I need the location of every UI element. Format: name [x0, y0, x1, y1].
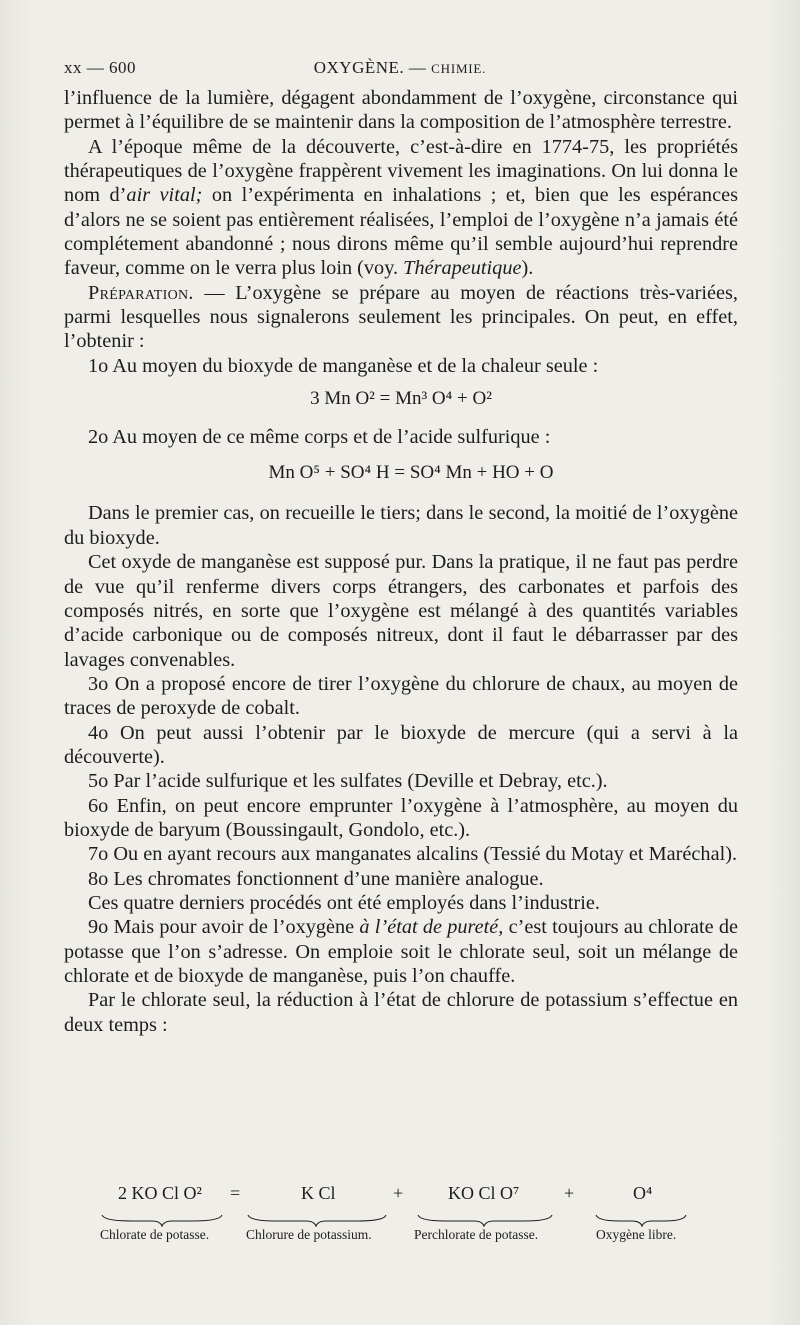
item-9-emphasis: à l’état de pureté, — [359, 916, 504, 939]
running-title-section: CHIMIE. — [431, 61, 487, 76]
brace-row — [96, 1213, 716, 1227]
item-8: 8o Les chromates fonctionnent d’une manière analogue. — [88, 867, 544, 890]
discovery-text-c: ). — [521, 257, 534, 280]
final-equation — [96, 1183, 716, 1245]
equation-labels — [96, 1227, 716, 1245]
preparation-text: — L’oxygène se prépare au moyen de réactions très-variées, parmi lesquelles nous signalerons seulement les principales. On peut, en effet, l’obtenir : — [64, 281, 738, 353]
page-body — [64, 86, 738, 1037]
item-9-text-b: c’est toujours au chlorate de potasse que l’on s’adresse. On emploie soit le chlorate seul, soit un mélange de chlorate et de bioxyde de manganèse, puis l’on chauffe. — [64, 916, 738, 987]
paragraph-preparation — [64, 281, 738, 354]
item-2: 2o Au moyen de ce même corps et de l’acide sulfurique : — [88, 426, 551, 449]
label-perchlorate: Perchlorate de potasse. — [414, 1227, 539, 1242]
plus-sign-1: + — [393, 1183, 404, 1203]
page-number: xx — 600 — [64, 58, 136, 77]
term-chlorate: 2 KO Cl O² — [118, 1183, 202, 1203]
label-oxygene: Oxygène libre. — [596, 1227, 677, 1242]
paragraph-reduction: Par le chlorate seul, la réduction à l’état de chlorure de potassium s’effectue en deux temps : — [64, 989, 738, 1036]
paragraph-discovery — [64, 135, 738, 281]
item-9-text-a: 9o Mais pour avoir de l’oxygène — [88, 916, 360, 939]
item-7: 7o Ou en ayant recours aux manganates alcalins (Tessié du Motay et Maréchal). — [88, 843, 738, 866]
paragraph-cases: Dans le premier cas, on recueille le tiers; dans le second, la moitié de l’oxygène du bioxyde. — [64, 502, 738, 549]
preparation-heading: Préparation. — [88, 281, 194, 304]
running-title — [62, 58, 738, 78]
therapeutique-reference: Thérapeutique — [403, 257, 522, 280]
term-perchlorate: KO Cl O⁷ — [448, 1183, 520, 1203]
page-header — [62, 58, 738, 84]
item-3: 3o On a proposé encore de tirer l’oxygène du chlorure de chaux, au moyen de traces de peroxyde de cobalt. — [64, 672, 738, 720]
item-6: 6o Enfin, on peut encore emprunter l’oxygène à l’atmosphère, au moyen du bioxyde de baryum (Boussingault, Gondolo, etc.). — [64, 794, 738, 841]
discovery-text-b: on l’expérimenta en inhalations ; et, bien que les espérances d’alors ne se soient pas entièrement réalisées, l’emploi de l’oxygène n’a jamais été complétement abandonné ; nous dirons même qu’il semble aujourd’hui reprendre faveur, comme on le verra plus loin (voy. — [64, 184, 738, 280]
equation-2: Mn O⁵ + SO⁴ H = SO⁴ Mn + HO + O — [268, 462, 554, 484]
discovery-text-a: A l’époque même de la découverte, c’est-à-dire en 1774-75, les propriétés thérapeutiques de l’oxygène frappèrent vivement les imaginations. On lui donna le nom d’ — [64, 135, 738, 207]
label-chlorate: Chlorate de potasse. — [100, 1227, 210, 1242]
item-4: 4o On peut aussi l’obtenir par le bioxyde de mercure (qui a servi à la découverte). — [64, 721, 738, 768]
item-5: 5o Par l’acide sulfurique et les sulfates (Deville et Debray, etc.). — [88, 770, 608, 793]
term-oxygene: O⁴ — [633, 1183, 653, 1203]
plus-sign-2: + — [564, 1183, 575, 1203]
item-1: 1o Au moyen du bioxyde de manganèse et de la chaleur seule : — [88, 354, 599, 377]
item-9 — [64, 915, 738, 988]
air-vital-term: air vital; — [126, 184, 203, 207]
paragraph-manganese: Cet oxyde de manganèse est supposé pur. Dans la pratique, il ne faut pas perdre de vue qu’il renferme divers corps étrangers, des carbonates et parfois des composés nitrés, en sorte que l’oxygène est mélangé à des quantités variables d’acide carbonique ou de composés nitreux, dont il faut le débarrasser par des lavages convenables. — [64, 551, 738, 671]
underbrace-lines — [96, 1213, 716, 1227]
term-chlorure: K Cl — [301, 1183, 336, 1203]
equals-sign: = — [230, 1183, 241, 1203]
label-chlorure: Chlorure de potassium. — [246, 1227, 372, 1242]
paragraph-atmosphere: l’influence de la lumière, dégagent abondamment de l’oxygène, circonstance qui permet à l’équilibre de se maintenir dans la composition de l’atmosphère terrestre. — [64, 87, 738, 134]
paragraph-industry: Ces quatre derniers procédés ont été employés dans l’industrie. — [88, 891, 600, 914]
equation-1: 3 Mn O² = Mn³ O⁴ + O² — [310, 388, 492, 410]
running-title-main: OXYGÈNE. — — [313, 58, 427, 77]
